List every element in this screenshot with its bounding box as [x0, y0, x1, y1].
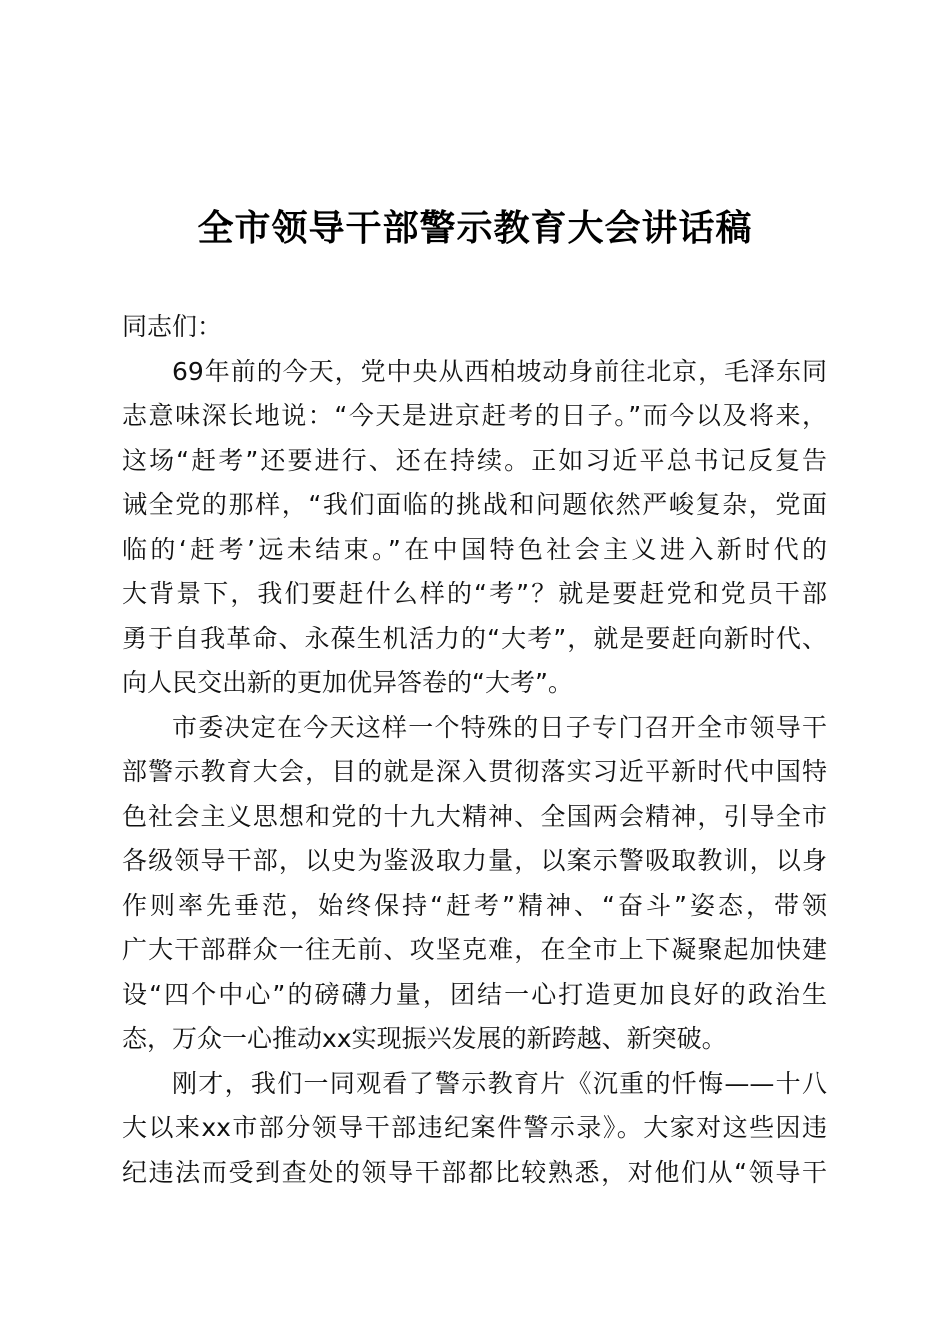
- paragraph-line: 大以来xx市部分领导干部违纪案件警示录》。大家对这些因违: [122, 1113, 827, 1142]
- document-body: [122, 305, 827, 1195]
- salutation: 同志们：: [122, 312, 223, 341]
- paragraph-line: 纪违法而受到查处的领导干部都比较熟悉，对他们从“领导干: [122, 1157, 827, 1187]
- paragraph-line: 部警示教育大会，目的就是深入贯彻落实习近平新时代中国特: [122, 757, 827, 786]
- document-title: 全市领导干部警示教育大会讲话稿: [197, 207, 753, 249]
- paragraph-line: 设“四个中心”的磅礴力量，团结一心打造更加良好的政治生: [122, 979, 827, 1009]
- paragraph-line: 诫全党的那样，“我们面临的挑战和问题依然严峻复杂，党面: [122, 490, 827, 519]
- paragraph-line: 刚才，我们一同观看了警示教育片《沉重的忏悔——十八: [172, 1068, 827, 1098]
- paragraph-line: 69年前的今天，党中央从西柏坡动身前往北京，毛泽东同: [172, 356, 827, 386]
- paragraph-line: 各级领导干部，以史为鉴汲取力量，以案示警吸取教训，以身: [122, 846, 827, 875]
- paragraph-2: [122, 706, 827, 1062]
- paragraph-line: 大背景下，我们要赶什么样的“考”？就是要赶党和党员干部: [122, 579, 827, 608]
- paragraph-line: 临的‘赶考’远未结束。”在中国特色社会主义进入新时代的: [122, 534, 827, 564]
- paragraph-1: [122, 350, 827, 706]
- paragraph-line: 态，万众一心推动xx实现振兴发展的新跨越、新突破。: [122, 1024, 727, 1053]
- paragraph-3: [122, 1062, 827, 1196]
- paragraph-line: 志意味深长地说：“今天是进京赶考的日子。”而今以及将来，: [122, 401, 827, 430]
- paragraph-line: 作则率先垂范，始终保持“赶考”精神、“奋斗”姿态，带领: [122, 890, 827, 920]
- paragraph-line: 勇于自我革命、永葆生机活力的“大考”，就是要赶向新时代、: [122, 623, 827, 653]
- paragraph-line: 向人民交出新的更加优异答卷的“大考”。: [122, 668, 573, 697]
- paragraph-line: 这场“赶考”还要进行、还在持续。正如习近平总书记反复告: [122, 445, 827, 475]
- paragraph-line: 色社会主义思想和党的十九大精神、全国两会精神，引导全市: [122, 801, 827, 831]
- paragraph-line: 市委决定在今天这样一个特殊的日子专门召开全市领导干: [172, 712, 827, 742]
- paragraph-line: 广大干部群众一往无前、攻坚克难，在全市上下凝聚起加快建: [122, 935, 827, 964]
